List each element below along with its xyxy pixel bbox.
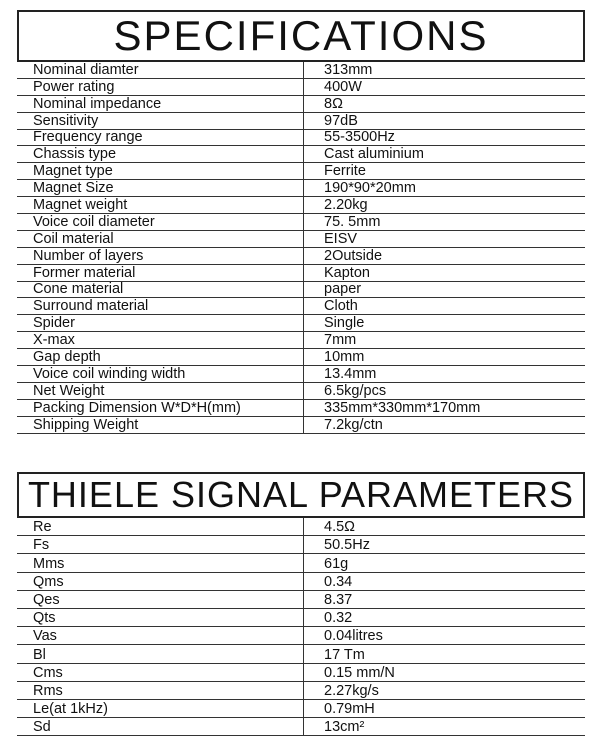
parameter-value: 313mm <box>304 62 586 78</box>
table-row <box>17 518 585 536</box>
table-row <box>17 112 585 129</box>
table-row <box>17 681 585 699</box>
table-row <box>17 554 585 572</box>
specifications-table <box>17 62 585 434</box>
parameter-value: 7mm <box>304 332 586 349</box>
table-row <box>17 349 585 366</box>
parameter-value: EISV <box>304 230 586 247</box>
table-row <box>17 315 585 332</box>
parameter-value: 190*90*20mm <box>304 180 586 197</box>
parameter-value: 8Ω <box>304 95 586 112</box>
parameter-value: 0.32 <box>304 608 586 626</box>
parameter-value: 2.20kg <box>304 197 586 214</box>
parameter-value: 0.34 <box>304 572 586 590</box>
parameter-value: 400W <box>304 78 586 95</box>
parameter-value: 0.04litres <box>304 627 586 645</box>
specifications-title: SPECIFICATIONS <box>17 10 585 62</box>
table-row <box>17 281 585 298</box>
table-row <box>17 230 585 247</box>
parameter-value: 2Outside <box>304 247 586 264</box>
parameter-label: Former material <box>17 264 304 281</box>
parameter-label: Nominal impedance <box>17 95 304 112</box>
parameter-label: Magnet Size <box>17 180 304 197</box>
parameter-value: 0.15 mm/N <box>304 663 586 681</box>
parameter-value: 50.5Hz <box>304 536 586 554</box>
table-row <box>17 399 585 416</box>
parameter-value: 13.4mm <box>304 366 586 383</box>
parameter-label: Packing Dimension W*D*H(mm) <box>17 399 304 416</box>
parameter-label: Bl <box>17 645 304 663</box>
table-row <box>17 62 585 78</box>
parameter-value: 55-3500Hz <box>304 129 586 146</box>
parameter-label: Fs <box>17 536 304 554</box>
parameter-label: Nominal diamter <box>17 62 304 78</box>
parameter-value: Single <box>304 315 586 332</box>
parameter-value: Cloth <box>304 298 586 315</box>
parameter-value: paper <box>304 281 586 298</box>
parameter-label: Magnet type <box>17 163 304 180</box>
table-row <box>17 416 585 433</box>
parameter-value: Kapton <box>304 264 586 281</box>
table-row <box>17 663 585 681</box>
parameter-label: Magnet weight <box>17 197 304 214</box>
parameter-label: Sensitivity <box>17 112 304 129</box>
parameter-value: 75. 5mm <box>304 214 586 231</box>
parameter-label: Le(at 1kHz) <box>17 699 304 717</box>
parameter-label: Coil material <box>17 230 304 247</box>
table-row <box>17 129 585 146</box>
parameter-label: Chassis type <box>17 146 304 163</box>
table-row <box>17 95 585 112</box>
parameter-label: Gap depth <box>17 349 304 366</box>
table-row <box>17 78 585 95</box>
table-row <box>17 572 585 590</box>
table-row <box>17 627 585 645</box>
parameter-label: Voice coil winding width <box>17 366 304 383</box>
parameter-label: Rms <box>17 681 304 699</box>
parameter-label: Sd <box>17 718 304 736</box>
parameter-value: 0.79mH <box>304 699 586 717</box>
parameter-label: Qes <box>17 590 304 608</box>
table-row <box>17 214 585 231</box>
table-row <box>17 180 585 197</box>
parameter-value: 61g <box>304 554 586 572</box>
table-row <box>17 264 585 281</box>
parameter-value: 13cm² <box>304 718 586 736</box>
parameter-label: Qts <box>17 608 304 626</box>
parameter-value: 97dB <box>304 112 586 129</box>
parameter-label: Re <box>17 518 304 536</box>
table-row <box>17 645 585 663</box>
parameter-label: Mms <box>17 554 304 572</box>
parameter-value: 4.5Ω <box>304 518 586 536</box>
table-row <box>17 197 585 214</box>
parameter-label: X-max <box>17 332 304 349</box>
thiele-parameters-table <box>17 518 585 736</box>
parameter-label: Qms <box>17 572 304 590</box>
parameter-value: Ferrite <box>304 163 586 180</box>
parameter-value: 17 Tm <box>304 645 586 663</box>
parameter-label: Cms <box>17 663 304 681</box>
parameter-label: Net Weight <box>17 382 304 399</box>
table-row <box>17 382 585 399</box>
parameter-label: Surround material <box>17 298 304 315</box>
table-row <box>17 608 585 626</box>
parameter-value: 8.37 <box>304 590 586 608</box>
table-row <box>17 247 585 264</box>
parameter-value: 6.5kg/pcs <box>304 382 586 399</box>
parameter-label: Voice coil diameter <box>17 214 304 231</box>
parameter-label: Spider <box>17 315 304 332</box>
parameter-value: 7.2kg/ctn <box>304 416 586 433</box>
parameter-label: Frequency range <box>17 129 304 146</box>
parameter-label: Power rating <box>17 78 304 95</box>
parameter-label: Number of layers <box>17 247 304 264</box>
table-row <box>17 699 585 717</box>
parameter-value: 335mm*330mm*170mm <box>304 399 586 416</box>
table-row <box>17 163 585 180</box>
parameter-label: Shipping Weight <box>17 416 304 433</box>
table-row <box>17 366 585 383</box>
parameter-value: Cast aluminium <box>304 146 586 163</box>
parameter-value: 10mm <box>304 349 586 366</box>
table-row <box>17 298 585 315</box>
table-row <box>17 536 585 554</box>
table-row <box>17 590 585 608</box>
table-row <box>17 332 585 349</box>
parameter-label: Vas <box>17 627 304 645</box>
table-row <box>17 146 585 163</box>
parameter-value: 2.27kg/s <box>304 681 586 699</box>
thiele-parameters-title: THIELE SIGNAL PARAMETERS <box>17 472 585 518</box>
table-row <box>17 718 585 736</box>
parameter-label: Cone material <box>17 281 304 298</box>
